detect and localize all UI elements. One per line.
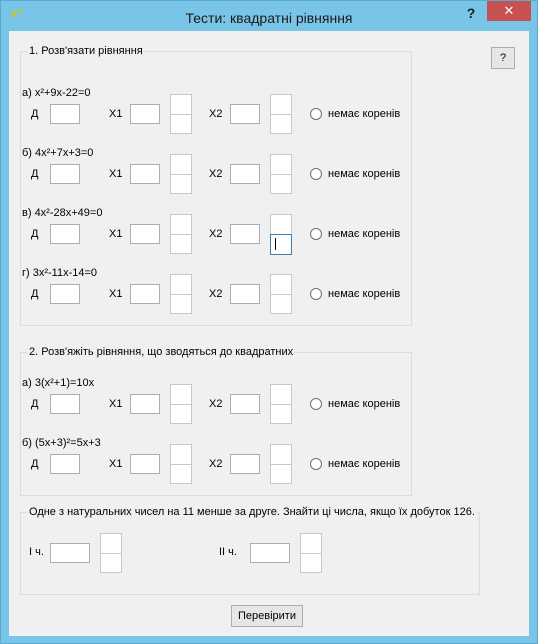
equation-row [9, 83, 529, 133]
x1-fraction-input[interactable] [170, 274, 192, 314]
second-number-fraction-input[interactable] [300, 533, 322, 573]
titlebar-help-button[interactable]: ? [466, 5, 476, 21]
first-number-fraction-input[interactable] [100, 533, 122, 573]
x1-input[interactable] [130, 394, 160, 414]
no-roots-radio[interactable] [310, 458, 322, 470]
x2-fraction-input[interactable] [270, 384, 292, 424]
x1-label: X1 [109, 228, 123, 240]
no-roots-label[interactable]: немає коренів [328, 458, 401, 470]
x2-fraction-input[interactable] [270, 94, 292, 134]
equation-label: г) 3x²-11x-14=0 [22, 267, 98, 279]
second-number-label: ІІ ч. [219, 546, 237, 558]
app-icon: x² [11, 7, 23, 20]
fraction-line [271, 464, 291, 465]
x2-input[interactable] [230, 394, 260, 414]
d-label: Д [31, 398, 39, 410]
x2-label: X2 [209, 168, 223, 180]
no-roots-label[interactable]: немає коренів [328, 398, 401, 410]
x2-input[interactable] [230, 164, 260, 184]
equation-row [9, 433, 529, 483]
equation-label: б) (5x+3)²=5x+3 [22, 437, 101, 449]
no-roots-label[interactable]: немає коренів [328, 288, 401, 300]
fraction-line [301, 553, 321, 554]
x1-input[interactable] [130, 164, 160, 184]
x1-fraction-input[interactable] [170, 214, 192, 254]
fraction-line [171, 114, 191, 115]
no-roots-radio[interactable] [310, 108, 322, 120]
no-roots-radio[interactable] [310, 168, 322, 180]
help-button[interactable]: ? [491, 47, 515, 69]
no-roots-label[interactable]: немає коренів [328, 108, 401, 120]
fraction-line [171, 234, 191, 235]
fraction-line [271, 114, 291, 115]
x1-input[interactable] [130, 104, 160, 124]
x2-input[interactable] [230, 454, 260, 474]
x1-fraction-input[interactable] [170, 444, 192, 484]
section1-title: 1. Розв'язати рівняння [29, 45, 143, 57]
fraction-line [101, 553, 121, 554]
x2-label: X2 [209, 288, 223, 300]
x2-label: X2 [209, 228, 223, 240]
d-label: Д [31, 288, 39, 300]
x2-label: X2 [209, 458, 223, 470]
equation-row [9, 143, 529, 193]
equation-row [9, 263, 529, 313]
d-input[interactable] [50, 454, 80, 474]
equation-row [9, 373, 529, 423]
section3-title: Одне з натуральних чисел на 11 менше за друге. Знайти ці числа, якщо їх добуток 126. [29, 506, 475, 518]
x1-input[interactable] [130, 284, 160, 304]
no-roots-label[interactable]: немає коренів [328, 228, 401, 240]
d-label: Д [31, 168, 39, 180]
x1-fraction-input[interactable] [170, 384, 192, 424]
x1-fraction-input[interactable] [170, 94, 192, 134]
title-bar[interactable] [1, 1, 537, 31]
d-input[interactable] [50, 164, 80, 184]
no-roots-label[interactable]: немає коренів [328, 168, 401, 180]
text-caret [275, 238, 276, 250]
no-roots-radio[interactable] [310, 288, 322, 300]
x1-input[interactable] [130, 224, 160, 244]
d-input[interactable] [50, 394, 80, 414]
x1-fraction-input[interactable] [170, 154, 192, 194]
fraction-line [171, 174, 191, 175]
x1-label: X1 [109, 168, 123, 180]
x2-fraction-input[interactable] [270, 214, 292, 254]
x1-label: X1 [109, 288, 123, 300]
equation-row [9, 203, 529, 253]
x2-label: X2 [209, 398, 223, 410]
d-label: Д [31, 228, 39, 240]
x1-label: X1 [109, 458, 123, 470]
fraction-line [171, 404, 191, 405]
x2-denominator-input-focused[interactable] [270, 234, 292, 255]
x1-input[interactable] [130, 454, 160, 474]
client-area [9, 31, 529, 636]
window-title: Тести: квадратні рівняння [185, 10, 353, 26]
fraction-line [271, 294, 291, 295]
no-roots-radio[interactable] [310, 398, 322, 410]
equation-label: а) 3(x²+1)=10x [22, 377, 95, 389]
fraction-line [171, 294, 191, 295]
d-input[interactable] [50, 224, 80, 244]
check-button[interactable]: Перевірити [231, 605, 303, 627]
fraction-line [171, 464, 191, 465]
second-number-input[interactable] [250, 543, 290, 563]
fraction-line [271, 404, 291, 405]
fraction-line [271, 174, 291, 175]
equation-label: а) x²+9x-22=0 [22, 87, 91, 99]
d-label: Д [31, 458, 39, 470]
x1-label: X1 [109, 398, 123, 410]
x1-label: X1 [109, 108, 123, 120]
no-roots-radio[interactable] [310, 228, 322, 240]
d-input[interactable] [50, 104, 80, 124]
d-input[interactable] [50, 284, 80, 304]
close-button[interactable]: ✕ [487, 1, 531, 21]
x2-fraction-input[interactable] [270, 274, 292, 314]
first-number-label: І ч. [29, 546, 44, 558]
x2-fraction-input[interactable] [270, 154, 292, 194]
x2-input[interactable] [230, 104, 260, 124]
first-number-input[interactable] [50, 543, 90, 563]
x2-label: X2 [209, 108, 223, 120]
x2-input[interactable] [230, 224, 260, 244]
d-label: Д [31, 108, 39, 120]
section2-title: 2. Розв'яжіть рівняння, що зводяться до квадратних [29, 346, 294, 358]
x2-input[interactable] [230, 284, 260, 304]
equation-label: в) 4x²-28x+49=0 [22, 207, 103, 219]
x2-fraction-input[interactable] [270, 444, 292, 484]
equation-label: б) 4x²+7x+3=0 [22, 147, 94, 159]
